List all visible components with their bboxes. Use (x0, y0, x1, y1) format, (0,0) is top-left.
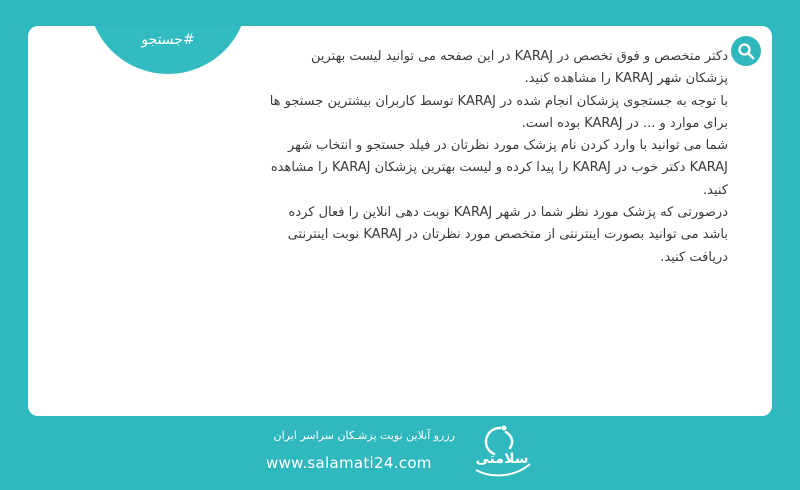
search-icon (737, 42, 755, 60)
content-card (28, 26, 772, 416)
paragraph: شما می توانید با وارد کردن نام پزشک مورد نظرتان در فیلد جستجو و انتخاب شهر KARAJ دکتر خوب در KARAJ را پیدا کرده و لیست بهترین پزشکان KARAJ را مشاهده کنید. (270, 138, 728, 198)
logo-text: سلامتی (475, 451, 529, 467)
description-text (268, 46, 728, 269)
footer-url[interactable]: www.salamati24.com (266, 454, 432, 472)
paragraph: دکتر متخصص و فوق تخصص در KARAJ در این صفحه می توانید لیست بهترین پزشکان شهر KARAJ را مشاهده کنید. (310, 49, 728, 87)
footer-tagline: رزرو آنلاین نوبت پزشـکان سراسر ایران (273, 429, 455, 442)
search-button[interactable] (731, 36, 761, 66)
salamati-logo[interactable] (470, 424, 534, 478)
paragraph: درصورتی که پزشک مورد نظر شما در شهر KARAJ نوبت دهی انلاین را فعال کرده باشد می توانید بصورت اینترنتی از متخصص مورد نظرتان در KARAJ نوبت اینترنتی دریافت کنید. (287, 205, 728, 265)
search-tag[interactable]: #جستجو (141, 32, 195, 48)
paragraph: با توجه به جستجوی پزشکان انجام شده در KARAJ توسط کاربران بیشترین جستجو ها برای موارد و ... در KARAJ بوده است. (269, 93, 728, 131)
